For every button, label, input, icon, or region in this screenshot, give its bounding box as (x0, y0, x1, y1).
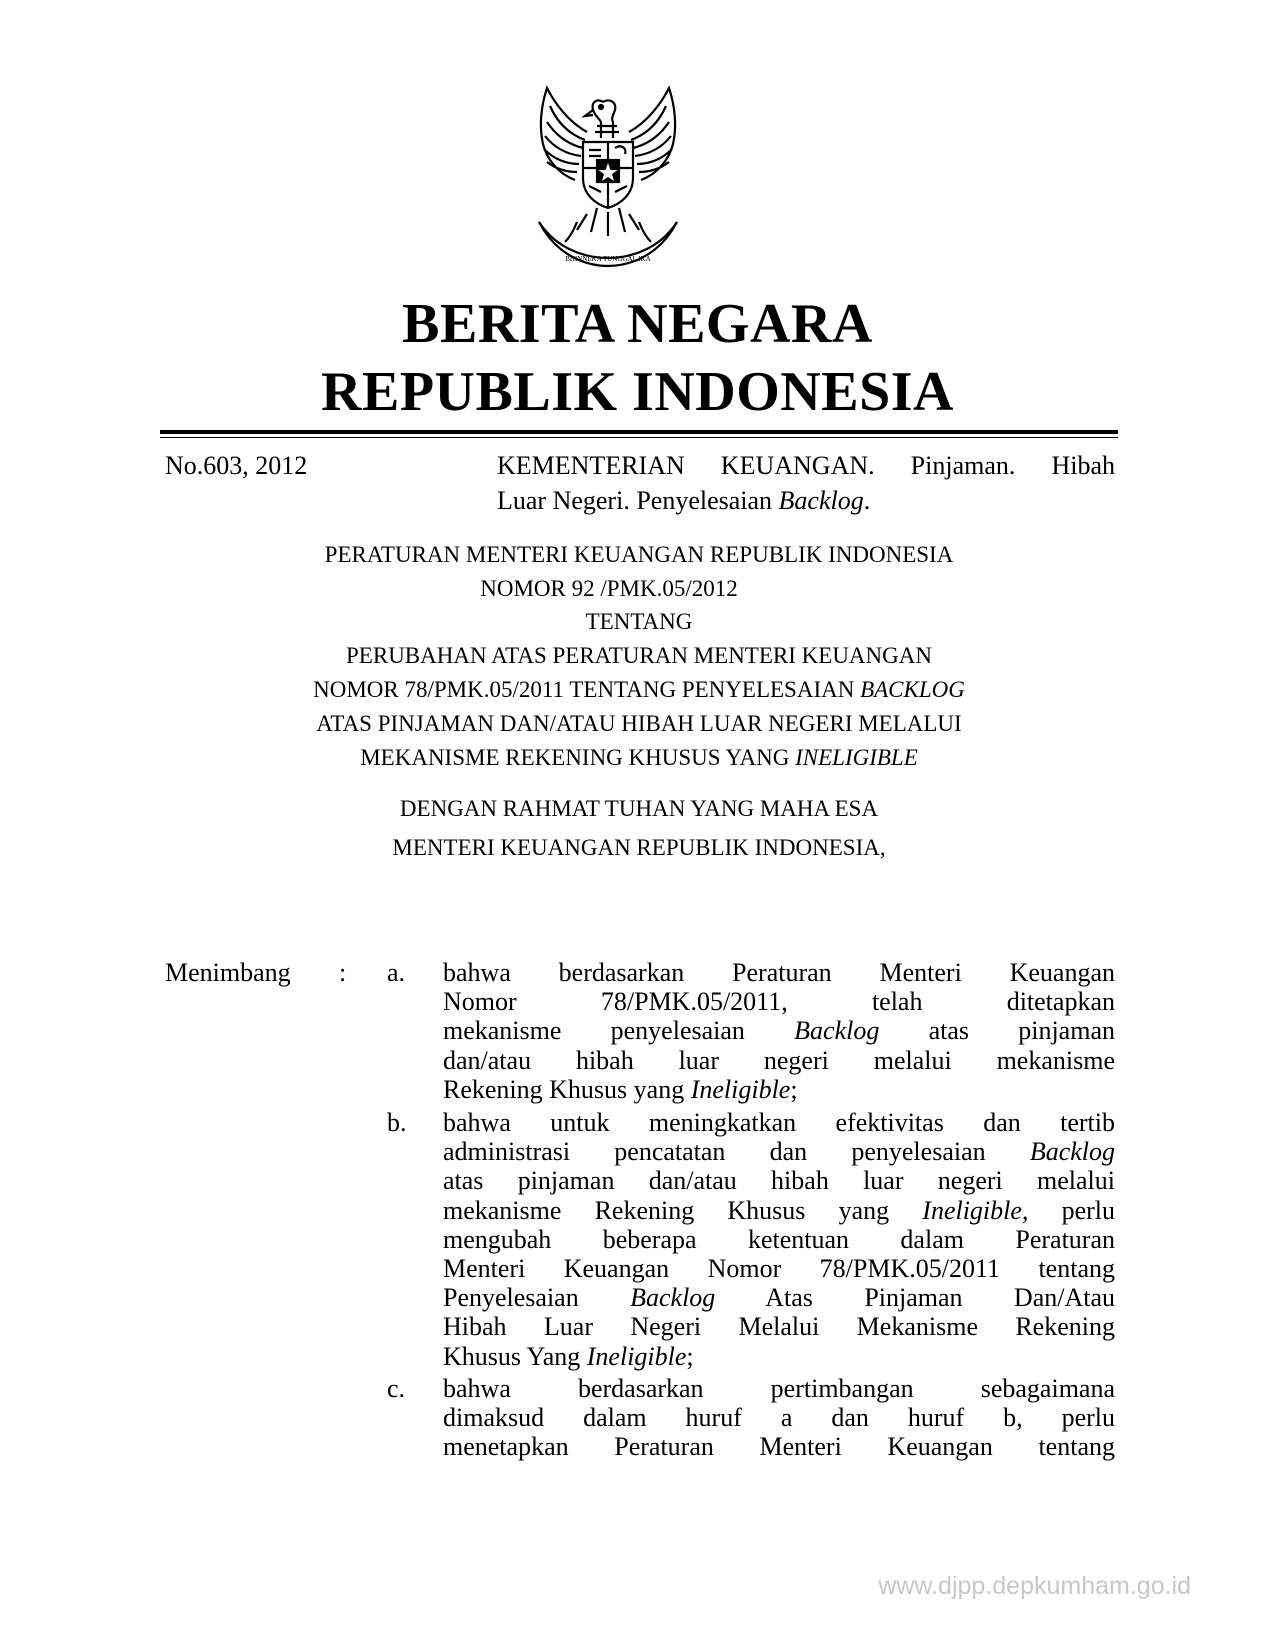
regulation-subject-line1: PERUBAHAN ATAS PERATURAN MENTERI KEUANGAN (346, 643, 932, 668)
regulation-subject-line4: MEKANISME REKENING KHUSUS YANG INELIGIBLE (360, 745, 918, 770)
garuda-emblem (517, 82, 699, 272)
subject-line2: Luar Negeri. Penyelesaian Backlog. (497, 486, 871, 515)
website-watermark: www.djpp.depkumham.go.id (878, 1572, 1191, 1600)
considering-label: Menimbang (165, 958, 291, 987)
regulation-subject-line3: ATAS PINJAMAN DAN/ATAU HIBAH LUAR NEGERI MELALUI (316, 711, 962, 736)
regulation-title: PERATURAN MENTERI KEUANGAN REPUBLIK INDONESIA (324, 542, 954, 567)
subject-line1: KEMENTERIAN KEUANGAN. Pinjaman. Hibah (497, 451, 1115, 480)
emblem-motto: BHINNEKA TUNGGAL IKA (565, 255, 651, 263)
item-text: bahwa berdasarkan Peraturan Menteri Keuangan Nomor 78/PMK.05/2011, telah ditetapkan mekanisme penyelesaian Backlog atas pinjaman dan/atau hibah luar negeri melalui mekanisme Rekening Khusus yang Ineligible; (443, 958, 1115, 1104)
item-letter: a. (387, 958, 406, 987)
item-letter: b. (387, 1108, 407, 1137)
regulation-number: NOMOR 92 /PMK.05/2012 (480, 576, 738, 601)
invocation: DENGAN RAHMAT TUHAN YANG MAHA ESA (399, 796, 879, 821)
minister-heading: MENTERI KEUANGAN REPUBLIK INDONESIA, (392, 835, 886, 860)
gazette-subject (497, 448, 1115, 518)
gazette-number: No.603, 2012 (165, 451, 308, 480)
item-text: bahwa untuk meningkatkan efektivitas dan tertib administrasi pencatatan dan penyelesaian Backlog atas pinjaman dan/atau hibah luar negeri melalui mekanisme Rekening Khusus yang Ineligible, perlu mengubah beberapa ketentuan dalam Peraturan Menteri Keuangan Nomor 78/PMK.05/2011 tentang Penyelesaian Backlog Atas Pinjaman Dan/Atau Hibah Luar Negeri Melalui Mekanisme Rekening Khusus Yang Ineligible; (443, 1108, 1116, 1371)
item-text: bahwa berdasarkan pertimbangan sebagaimana dimaksud dalam huruf a dan huruf b, perlu menetapkan Peraturan Menteri Keuangan tentang (443, 1374, 1115, 1462)
regulation-subject-line2: NOMOR 78/PMK.05/2011 TENTANG PENYELESAIAN BACKLOG (313, 677, 965, 702)
gazette-title-line2: REPUBLIK INDONESIA (321, 361, 954, 423)
header-rule-thick (160, 430, 1118, 434)
considering-colon: : (339, 958, 347, 987)
regulation-about: TENTANG (585, 609, 693, 634)
item-letter: c. (387, 1374, 406, 1403)
gazette-title-line1: BERITA NEGARA (402, 293, 873, 355)
header-rule-thin (160, 437, 1118, 438)
